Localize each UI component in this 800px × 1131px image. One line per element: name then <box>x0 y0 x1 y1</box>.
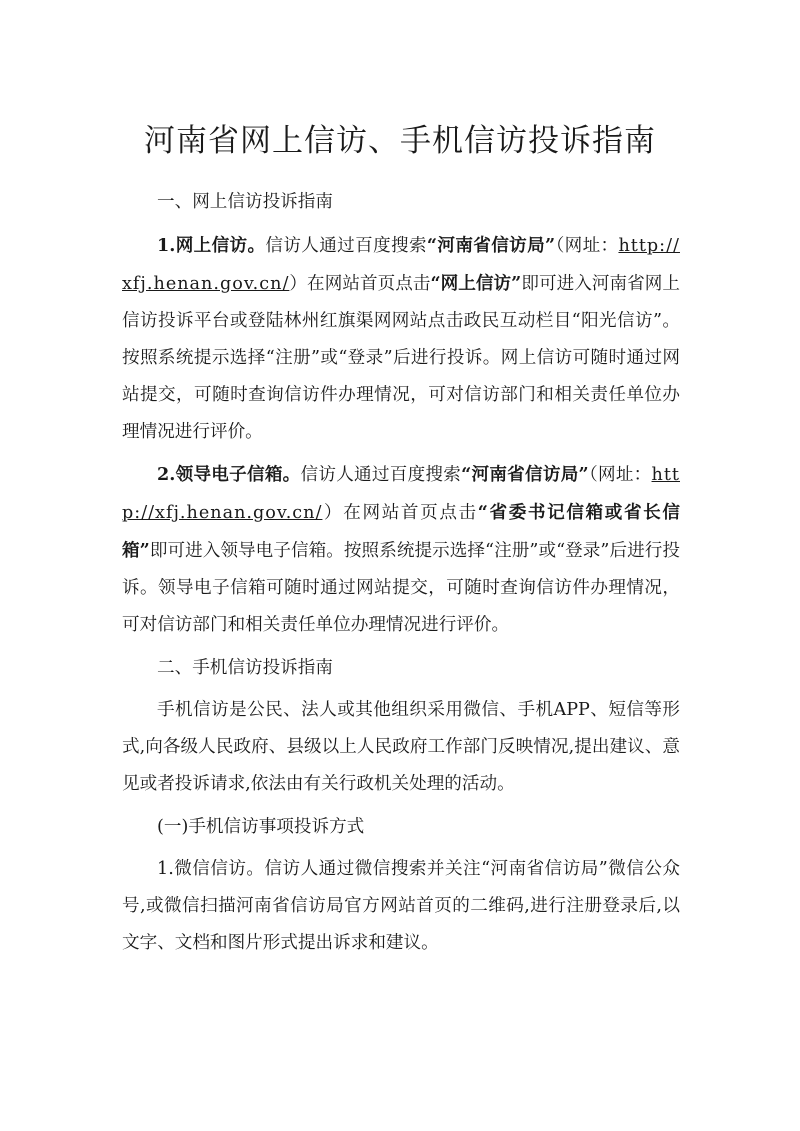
text-segment: ）在网站首页点击 <box>322 503 478 523</box>
text-segment: 信访人通过百度搜索 <box>265 235 427 256</box>
text-segment: 即可进入河南省网上信访投诉平台或登陆林州红旗渠网网站点击政民互动栏目“阳光信访”。按照系统提示选择“注册”或“登录”后进行投诉。网上信访可随时通过网站提交，可随时查询信访件办理情况，可对信访部门和相关责任单位办理情况进行评价。 <box>122 273 680 442</box>
section-heading-mobile: 二、手机信访投诉指南 <box>157 657 333 678</box>
item-lead: 2.领导电子信箱。 <box>157 464 301 485</box>
website-link[interactable]: http://xfj.henan.gov.cn/ <box>122 465 680 523</box>
text-segment: （网址： <box>555 235 619 256</box>
document-body <box>122 184 680 968</box>
page-title: 河南省网上信访、手机信访投诉指南 <box>144 122 656 159</box>
quoted-term: “网上信访” <box>430 272 522 294</box>
text-segment: （网址： <box>588 465 652 485</box>
paragraph-mobile-intro: 手机信访是公民、法人或其他组织采用微信、手机APP、短信等形式,向各级人民政府、县级以上人民政府工作部门反映情况,提出建议、意见或者投诉请求,依法由有关行政机关处理的活动。 <box>122 700 680 794</box>
text-segment: 信访人通过百度搜索 <box>300 465 462 485</box>
paragraph-online-petition <box>122 227 680 451</box>
text-segment: ）在网站首页点击 <box>289 273 431 294</box>
quoted-term: “省委书记信箱或省长信箱” <box>122 502 680 561</box>
paragraph-wechat-petition: 1.微信信访。信访人通过微信搜索并关注“河南省信访局”微信公众号,或微信扫描河南省信访局官方网站首页的二维码,进行注册登录后,以文字、文档和图片形式提出诉求和建议。 <box>122 859 680 953</box>
section-heading-online: 一、网上信访投诉指南 <box>157 192 333 212</box>
item-lead: 1.网上信访。 <box>157 234 266 256</box>
quoted-term: “河南省信访局” <box>461 464 589 485</box>
text-segment: 即可进入领导电子信箱。按照系统提示选择“注册”或“登录”后进行投诉。领导电子信箱可随时通过网站提交，可随时查询信访件办理情况，可对信访部门和相关责任单位办理情况进行评价。 <box>122 541 680 635</box>
website-link[interactable]: http://xfj.henan.gov.cn/ <box>122 235 680 294</box>
sub-heading-complaint-methods: (一)手机信访事项投诉方式 <box>157 816 365 837</box>
paragraph-leader-mailbox <box>122 456 680 644</box>
quoted-term: “河南省信访局” <box>426 234 556 256</box>
